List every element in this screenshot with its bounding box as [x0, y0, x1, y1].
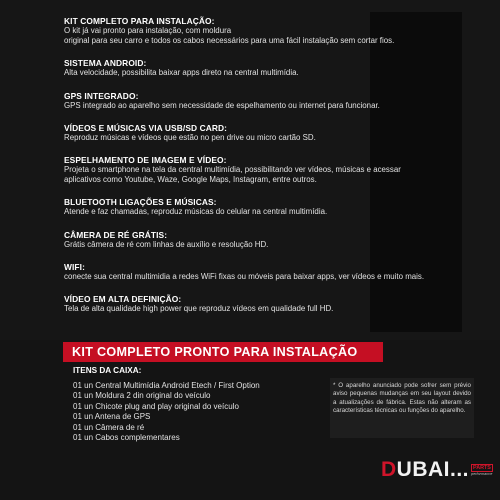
box-items-title: ITENS DA CAIXA:	[73, 366, 142, 375]
box-items	[73, 366, 313, 443]
feature-title: SISTEMA ANDROID:	[64, 58, 147, 69]
feature-description: GPS integrado ao aparelho sem necessidade de espelhamento ou internet para funcionar.	[64, 100, 380, 110]
feature-video-alta-definicao	[64, 294, 484, 314]
feature-title: BLUETOOTH LIGAÇÕES E MÚSICAS:	[64, 197, 217, 208]
feature-description: O kit já vai pronto para instalação, com moldura	[64, 26, 232, 35]
box-item: 01 un Antena de GPS	[73, 412, 151, 422]
feature-description: Projeta o smartphone na tela da central multimídia, possibilitando ver vídeos, músicas e acessar	[64, 165, 401, 175]
feature-kit-completo	[64, 16, 484, 46]
box-item: 01 un Moldura 2 din original do veículo	[73, 391, 211, 401]
logo-initial: D	[381, 458, 397, 481]
feature-title: VÍDEOS E MÚSICAS VIA USB/SD CARD:	[64, 122, 228, 133]
feature-espelhamento	[64, 155, 484, 185]
kit-banner-text: KIT COMPLETO PRONTO PARA INSTALAÇÃO	[72, 345, 358, 359]
box-item: 01 un Câmera de ré	[73, 422, 145, 432]
logo-rest: UBAI	[396, 458, 451, 481]
feature-camera-de-re	[64, 230, 484, 250]
feature-title: ESPELHAMENTO DE IMAGEM E VÍDEO:	[64, 155, 227, 166]
feature-bluetooth	[64, 197, 484, 217]
feature-description: Alta velocidade, possibilita baixar apps direto na central multimídia.	[64, 68, 299, 78]
kit-banner	[63, 342, 383, 362]
feature-description: aplicativos como Youtube, Waze, Google Maps, Instagram, entre outros.	[64, 175, 317, 185]
logo-wordmark	[381, 459, 469, 480]
feature-title: WIFI:	[64, 261, 85, 272]
feature-title: KIT COMPLETO PARA INSTALAÇÃO:	[64, 16, 215, 26]
dubai-parts-logo	[381, 456, 493, 480]
box-item: 01 un Chicote plug and play original do veículo	[73, 401, 239, 411]
logo-tagline: performance	[471, 472, 493, 476]
disclaimer-text: * O aparelho anunciado pode sofrer sem prévio aviso pequenas mudanças em seu layout devido a atualizações de fábrica. Estas não alteram as características técnicas ou funções do aparelho.	[333, 382, 471, 414]
feature-description: original para seu carro e todos os cabos necessários para uma fácil instalação sem cortar fios.	[64, 36, 395, 46]
feature-videos-musicas	[64, 123, 484, 143]
feature-description: Reproduz músicas e vídeos que estão no pen drive ou micro cartão SD.	[64, 132, 316, 142]
feature-title: GPS INTEGRADO:	[64, 90, 139, 101]
feature-description: Tela de alta qualidade high power que reproduz vídeos em qualidade full HD.	[64, 304, 334, 314]
logo-parts-label: PARTS	[473, 465, 491, 471]
feature-sistema-android	[64, 58, 484, 78]
feature-list	[64, 16, 484, 326]
box-item: 01 un Central Multimídia Android Etech / First Option	[73, 381, 260, 390]
feature-title: CÂMERA DE RÉ GRÁTIS:	[64, 229, 168, 240]
logo-dots: ...	[450, 458, 470, 481]
feature-wifi	[64, 262, 484, 282]
logo-sub	[471, 464, 493, 480]
feature-gps-integrado	[64, 91, 484, 111]
feature-description: conecte sua central multimidia a redes WiFi fixas ou móveis para baixar apps, ver vídeos e muito mais.	[64, 271, 425, 281]
feature-title: VÍDEO EM ALTA DEFINIÇÃO:	[64, 294, 182, 305]
box-item: 01 un Cabos complementares	[73, 433, 180, 443]
feature-description: Atende e faz chamadas, reproduz músicas do celular na central multimídia.	[64, 207, 328, 217]
feature-description: Grátis câmera de ré com linhas de auxílio e resolução HD.	[64, 239, 269, 249]
